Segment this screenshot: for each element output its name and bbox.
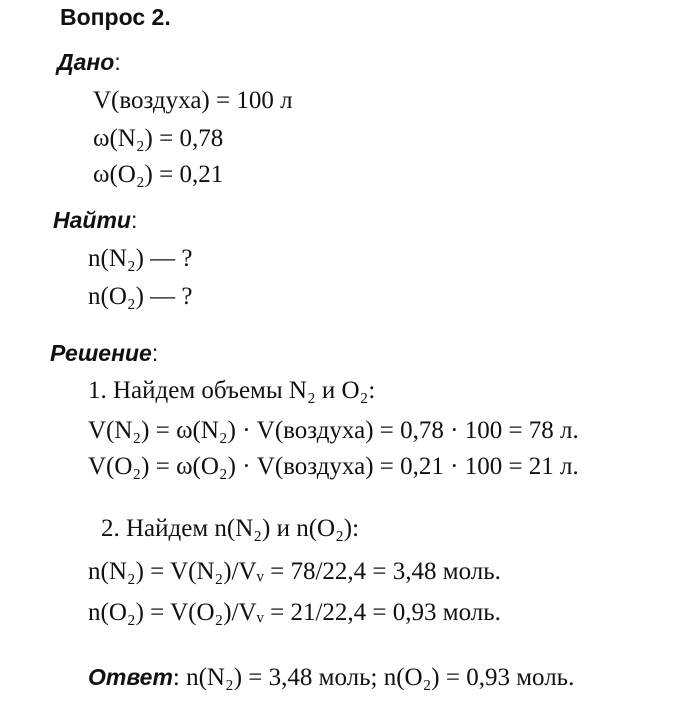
given-heading-text: Дано [57, 49, 115, 75]
solution-heading-text: Решение [50, 340, 152, 366]
find-heading: Найти: [53, 207, 138, 233]
step2-line: n(N₂) = V(N₂)/Vᵥ = 78/22,4 = 3,48 моль. [88, 558, 501, 585]
step1-line: V(O₂) = ω(O₂) · V(воздуха) = 0,21 · 100 = 21 л. [88, 453, 579, 480]
answer-text: n(N₂) = 3,48 моль; n(O₂) = 0,93 моль. [186, 664, 575, 691]
step2-line: n(O₂) = V(O₂)/Vᵥ = 21/22,4 = 0,93 моль. [88, 599, 501, 626]
given-heading: Дано: [57, 49, 121, 75]
answer-line: Ответ: n(N₂) = 3,48 моль; n(O₂) = 0,93 моль. [88, 664, 575, 691]
find-heading-text: Найти [53, 207, 131, 233]
given-line: V(воздуха) = 100 л [93, 87, 293, 114]
given-line: ω(O₂) = 0,21 [93, 161, 224, 188]
step2-title: 2. Найдем n(N₂) и n(O₂): [101, 515, 360, 542]
step1-line: V(N₂) = ω(N₂) · V(воздуха) = 0,78 · 100 = 78 л. [88, 417, 579, 444]
question-title: Вопрос 2. [60, 4, 171, 30]
solution-heading: Решение: [50, 340, 159, 366]
answer-heading: Ответ [88, 664, 173, 690]
find-line: n(N₂) — ? [88, 245, 193, 272]
step1-title: 1. Найдем объемы N₂ и O₂: [88, 377, 376, 404]
given-line: ω(N₂) = 0,78 [93, 125, 224, 152]
find-line: n(O₂) — ? [88, 283, 193, 310]
